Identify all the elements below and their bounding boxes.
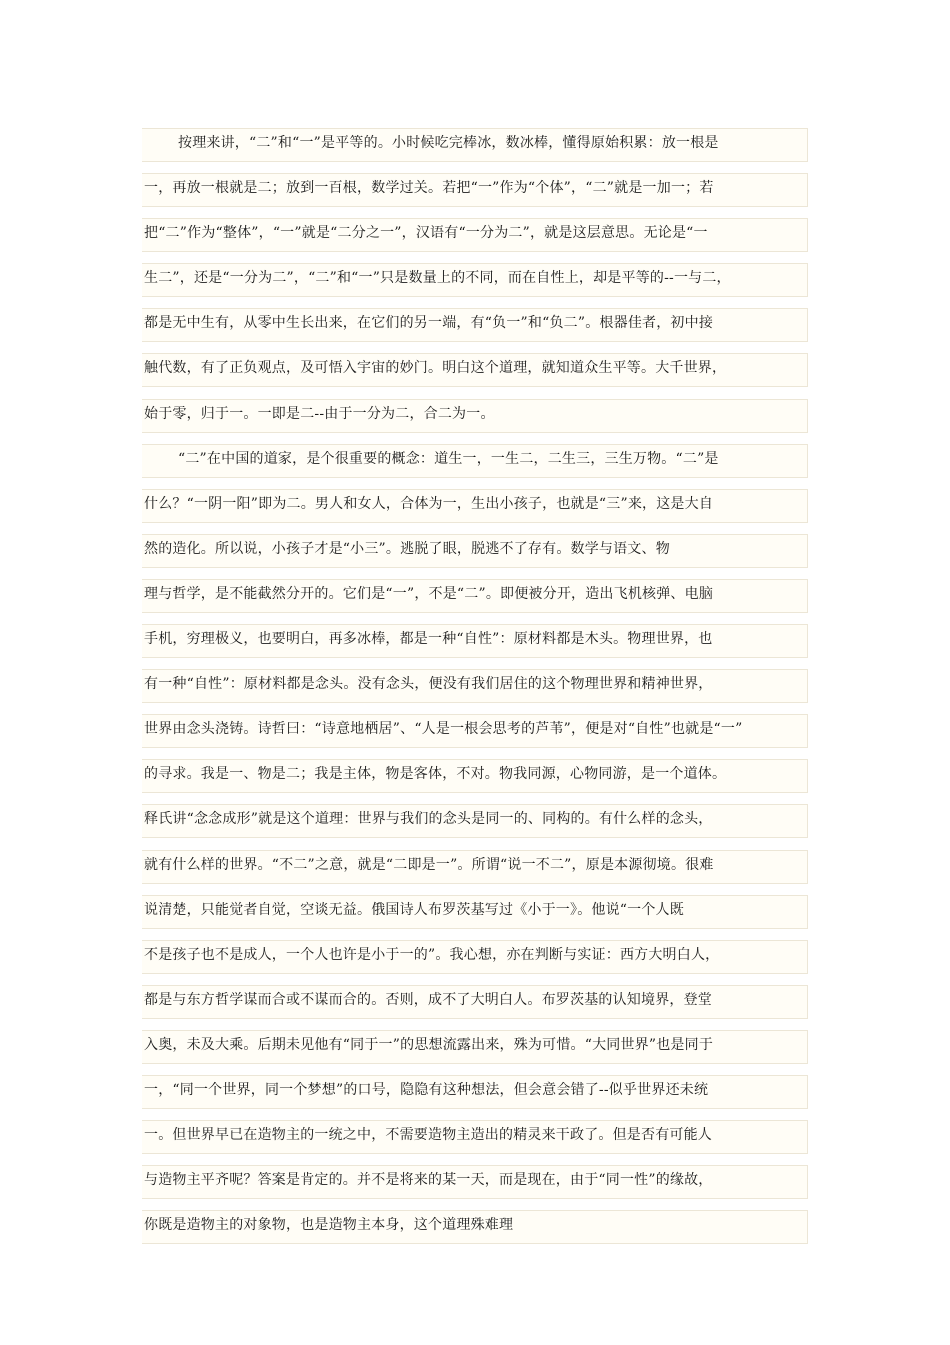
line-text: 说清楚，只能觉者自觉，空谈无益。俄国诗人布罗茨基写过《小于一》。他说“一个人既 bbox=[144, 901, 684, 918]
line-text: 一。但世界早已在造物主的一统之中，不需要造物主造出的精灵来干政了。但是否有可能人 bbox=[144, 1127, 712, 1144]
line-text: 然的造化。所以说，小孩子才是“小三”。逃脱了眼，脱逃不了存有。数学与语文、物 bbox=[144, 540, 670, 557]
line-text: 生二”，还是“一分为二”，“二”和“一”只是数量上的不同，而在自性上，却是平等的--一与二， bbox=[144, 270, 731, 287]
text-line bbox=[142, 216, 808, 261]
line-text: 触代数，有了正负观点，及可悟入宇宙的妙门。明白这个道理，就知道众生平等。大千世界， bbox=[144, 360, 727, 377]
text-line bbox=[142, 622, 808, 667]
text-line bbox=[142, 532, 808, 577]
line-text: 始于零，归于一。一即是二--由于一分为二，合二为一。 bbox=[144, 405, 495, 422]
text-line bbox=[142, 893, 808, 938]
text-line bbox=[142, 351, 808, 396]
line-text: 一，“同一个世界，同一个梦想”的口号，隐隐有这种想法，但会意会错了--似乎世界还未统 bbox=[144, 1081, 709, 1098]
line-text: 按理来讲，“二”和“一”是平等的。小时候吃完棒冰，数冰棒，懂得原始积累：放一根是 bbox=[178, 135, 719, 151]
text-line bbox=[142, 126, 808, 171]
text-line bbox=[142, 306, 808, 351]
line-text: 与造物主平齐呢？答案是肯定的。并不是将来的某一天，而是现在，由于“同一性”的缘故， bbox=[144, 1172, 713, 1189]
text-line bbox=[142, 397, 808, 442]
line-text: 你既是造物主的对象物，也是造物主本身，这个道理殊难理 bbox=[144, 1217, 514, 1234]
line-text: 有一种“自性”：原材料都是念头。没有念头，便没有我们居住的这个物理世界和精神世界， bbox=[144, 676, 713, 693]
line-text: 世界由念头浇铸。诗哲曰：“诗意地栖居”、“人是一根会思考的芦苇”，便是对“自性”也就是“一” bbox=[144, 721, 743, 738]
body-text bbox=[142, 126, 808, 1253]
line-text: “二”在中国的道家，是个很重要的概念：道生一，一生二，二生三，三生万物。“二”是 bbox=[178, 450, 719, 467]
text-line bbox=[142, 757, 808, 802]
text-line bbox=[142, 712, 808, 757]
line-text: 把“二”作为“整体”，“一”就是“二分之一”，汉语有“一分为二”，就是这层意思。无论是“一 bbox=[144, 225, 708, 242]
text-line bbox=[142, 1208, 808, 1253]
line-text: 就有什么样的世界。“不二”之意，就是“二即是一”。所谓“说一不二”，原是本源彻境。很难 bbox=[144, 856, 714, 873]
line-text: 都是无中生有，从零中生长出来，在它们的另一端，有“负一”和“负二”。根器佳者，初中接 bbox=[144, 315, 714, 332]
text-line bbox=[142, 171, 808, 216]
line-text: 释氏讲“念念成形”就是这个道理：世界与我们的念头是同一的、同构的。有什么样的念头， bbox=[144, 811, 713, 828]
text-line bbox=[142, 983, 808, 1028]
line-text: 不是孩子也不是成人，一个人也许是小于一的”。我心想，亦在判断与实证：西方大明白人， bbox=[144, 946, 720, 963]
line-text: 一，再放一根就是二；放到一百根，数学过关。若把“一”作为“个体”，“二”就是一加一；若 bbox=[144, 180, 714, 197]
text-line bbox=[142, 1118, 808, 1163]
text-line bbox=[142, 938, 808, 983]
line-text: 的寻求。我是一、物是二；我是主体，物是客体，不对。物我同源，心物同游，是一个道体。 bbox=[144, 766, 727, 783]
text-line bbox=[142, 667, 808, 712]
line-text: 理与哲学，是不能截然分开的。它们是“一”，不是“二”。即便被分开，造出飞机核弹、电脑 bbox=[144, 585, 714, 602]
line-text: 入奥，未及大乘。后期未见他有“同于一”的思想流露出来，殊为可惜。“大同世界”也是同于 bbox=[144, 1036, 714, 1053]
text-line bbox=[142, 1028, 808, 1073]
text-line bbox=[142, 1163, 808, 1208]
text-line bbox=[142, 1073, 808, 1118]
text-line bbox=[142, 261, 808, 306]
text-line bbox=[142, 442, 808, 487]
line-text: 手机，穷理极义，也要明白，再多冰棒，都是一种“自性”：原材料都是木头。物理世界，也 bbox=[144, 631, 713, 648]
text-line bbox=[142, 848, 808, 893]
line-text: 什么？“一阴一阳”即为二。男人和女人，合体为一，生出小孩子，也就是“三”来，这是大自 bbox=[144, 495, 714, 512]
line-text: 都是与东方哲学谋而合或不谋而合的。否则，成不了大明白人。布罗茨基的认知境界，登堂 bbox=[144, 991, 712, 1008]
text-line bbox=[142, 577, 808, 622]
text-line bbox=[142, 487, 808, 532]
text-line bbox=[142, 802, 808, 847]
